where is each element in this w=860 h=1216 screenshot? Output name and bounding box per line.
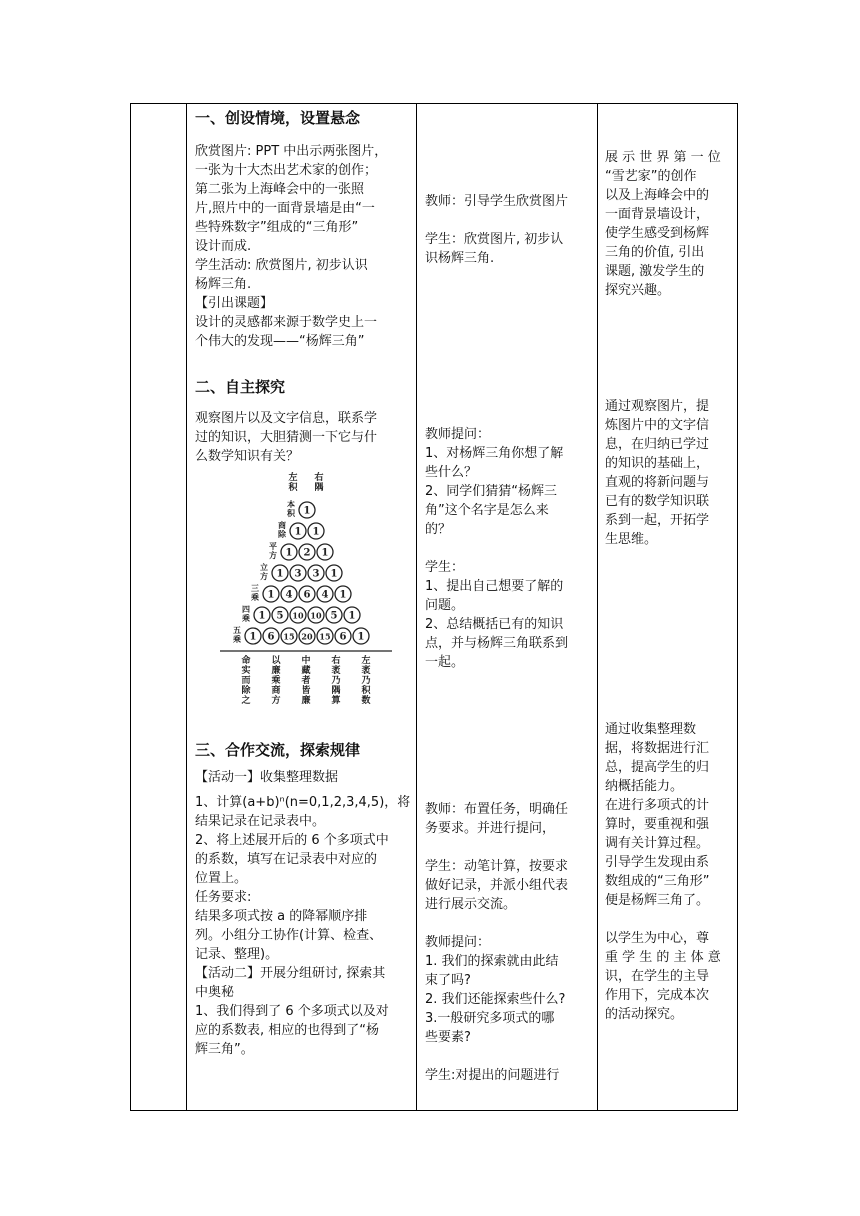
text-line: 观察图片以及文字信息，联系学 — [195, 411, 378, 426]
triangle-number: 3 — [294, 568, 302, 580]
svg-text:隅: 隅 — [331, 686, 341, 696]
triangle-bottom-column — [361, 654, 371, 706]
text-line: 通过观察图片，提 — [605, 399, 710, 414]
triangle-number: 10 — [292, 610, 304, 621]
text-line: 学生活动: 欣赏图片, 初步认识 — [195, 258, 368, 273]
triangle-number: 1 — [357, 631, 365, 643]
text-line: 息，在归纳已学过 — [605, 437, 710, 452]
text-line: 算时，要重视和强 — [605, 817, 710, 832]
triangle-number: 2 — [303, 547, 311, 559]
triangle-number: 3 — [312, 568, 320, 580]
text-line: 3.一般研究多项式的哪 — [425, 1011, 555, 1026]
svg-text:商: 商 — [271, 686, 281, 696]
svg-text:袤: 袤 — [361, 666, 371, 676]
text-line: 引导学生发现由系 — [605, 855, 710, 870]
text-line: 的知识的基础上， — [605, 456, 710, 471]
svg-text:左: 左 — [288, 473, 298, 483]
text-line: 【活动一】收集整理数据 — [195, 770, 339, 785]
table-divider-1 — [186, 103, 187, 1111]
text-line: 展 示 世 界 第 一 位 — [605, 150, 721, 165]
text-line: 在进行多项式的计 — [605, 798, 710, 813]
table-border-top — [130, 103, 738, 104]
text-line: 1、对杨辉三角你想了解 — [425, 446, 564, 461]
section-heading-1: 一、创设情境，设置悬念 — [195, 109, 361, 127]
text-line: 直观的将新问题与 — [605, 475, 710, 490]
text-line: 一张为十大杰出艺术家的创作； — [195, 163, 378, 178]
triangle-bottom-column — [271, 655, 281, 706]
table-divider-2 — [416, 103, 417, 1111]
text-line: 以及上海峰会中的 — [605, 188, 710, 203]
text-line: 角”这个名字是怎么来 — [425, 503, 549, 518]
activity-section-3 — [425, 800, 593, 1085]
activity-section-1 — [425, 192, 593, 268]
text-line: 教师提问： — [425, 427, 491, 442]
text-line: 课题, 激发学生的 — [605, 264, 705, 279]
svg-text:算: 算 — [331, 696, 341, 706]
triangle-row-label — [269, 541, 277, 560]
text-line: 重 学 生 的 主 体 意 — [605, 950, 721, 965]
text-line: 记录、整理)。 — [195, 947, 279, 962]
text-line: 1. 我们的探索就由此结 — [425, 954, 559, 969]
triangle-bottom-column — [331, 654, 340, 706]
triangle-number: 1 — [276, 568, 284, 580]
triangle-number: 20 — [301, 631, 313, 642]
text-line: 作用下，完成本次 — [605, 988, 710, 1003]
svg-text:廉: 廉 — [271, 666, 281, 676]
triangle-row-label — [260, 562, 268, 581]
text-line: 的？ — [425, 522, 452, 537]
text-line: 便是杨辉三角了。 — [605, 893, 710, 908]
triangle-number: 1 — [249, 631, 257, 643]
svg-text:方: 方 — [269, 550, 277, 560]
text-line: 2. 我们还能探索些什么? — [425, 992, 566, 1007]
text-line: 么数学知识有关？ — [195, 449, 300, 464]
svg-text:立: 立 — [260, 562, 268, 572]
svg-text:积: 积 — [287, 508, 295, 518]
triangle-number: 1 — [330, 568, 338, 580]
text-line: 通过收集整理数 — [605, 722, 697, 737]
intent-section-3 — [605, 720, 733, 1024]
text-line: 务要求。并进行提问， — [425, 821, 556, 836]
text-line: 过的知识，大胆猜测一下它与什 — [195, 430, 378, 445]
svg-text:除: 除 — [278, 529, 286, 539]
triangle-number: 6 — [303, 589, 311, 601]
svg-text:右: 右 — [314, 473, 324, 483]
text-line: 教师：布置任务，明确任 — [425, 802, 569, 817]
text-line: 些特殊数字”组成的“三角形” — [195, 220, 359, 235]
activity-section-2 — [425, 425, 593, 672]
svg-text:袤: 袤 — [331, 666, 341, 676]
triangle-row-label — [242, 604, 250, 623]
text-line: 应的系数表, 相应的也得到了“杨 — [195, 1023, 379, 1038]
text-line: 任务要求: — [195, 890, 252, 905]
triangle-number: 15 — [283, 631, 295, 642]
text-line: 生思维。 — [605, 532, 658, 547]
text-line: 2、将上述展开后的 6 个多项式中 — [195, 833, 389, 848]
svg-text:方: 方 — [260, 571, 268, 581]
text-line: 数组成的“三角形” — [605, 874, 710, 889]
table-border-bottom — [130, 1110, 738, 1111]
text-line: “雪艺家”的创作 — [605, 169, 697, 184]
text-line: 使学生感受到杨辉 — [605, 226, 710, 241]
text-line: 识，在学生的主导 — [605, 969, 710, 984]
svg-text:四: 四 — [242, 604, 250, 614]
text-line: 学生:对提出的问题进行 — [425, 1068, 560, 1083]
svg-text:右: 右 — [331, 656, 341, 666]
yanghui-triangle-figure — [212, 470, 397, 708]
text-line: 2、总结概括已有的知识 — [425, 617, 564, 632]
svg-text:积: 积 — [361, 686, 371, 696]
text-line: 的系数，填写在记录表中对应的 — [195, 852, 378, 867]
svg-text:者: 者 — [301, 676, 311, 686]
text-line: 炼图片中的文字信 — [605, 418, 710, 433]
triangle-number: 5 — [330, 610, 338, 622]
text-line: 设计的灵感都来源于数学史上一 — [195, 315, 378, 330]
section-heading-2: 二、自主探究 — [195, 378, 286, 396]
svg-text:数: 数 — [361, 696, 371, 706]
text-line: 探究兴趣。 — [605, 283, 671, 298]
svg-text:左: 左 — [361, 656, 371, 666]
svg-text:本: 本 — [287, 499, 295, 509]
svg-text:商: 商 — [278, 520, 286, 530]
text-line: 以学生为中心，尊 — [605, 931, 710, 946]
text-line: 学生：动笔计算，按要求 — [425, 859, 569, 874]
svg-text:乘: 乘 — [271, 676, 281, 686]
triangle-number: 1 — [312, 526, 320, 538]
triangle-top-label-right — [314, 471, 323, 493]
text-line: 欣赏图片: PPT 中出示两张图片， — [195, 144, 388, 159]
svg-text:平: 平 — [269, 541, 277, 551]
svg-text:中: 中 — [301, 656, 311, 666]
text-line: 教师：引导学生欣赏图片 — [425, 194, 569, 209]
text-line: 点，并与杨辉三角联系到 — [425, 636, 569, 651]
svg-text:命: 命 — [241, 656, 251, 666]
text-line: 位置上。 — [195, 871, 248, 886]
text-line: 据，将数据进行汇 — [605, 741, 710, 756]
intent-section-1 — [605, 148, 733, 300]
text-line: 调有关计算过程。 — [605, 836, 710, 851]
svg-text:以: 以 — [271, 656, 281, 666]
text-line: 识杨辉三角. — [425, 251, 495, 266]
text-line: 一起。 — [425, 655, 465, 670]
triangle-number: 1 — [267, 589, 275, 601]
svg-text:方: 方 — [271, 696, 281, 706]
triangle-number: 1 — [303, 505, 311, 517]
triangle-number: 1 — [339, 589, 347, 601]
triangle-number: 1 — [294, 526, 302, 538]
text-line: 的活动探究。 — [605, 1007, 684, 1022]
table-border-left — [130, 103, 131, 1111]
svg-text:除: 除 — [241, 686, 251, 696]
text-line: 第二张为上海峰会中的一张照 — [195, 182, 365, 197]
text-line: 列。小组分工协作(计算、检查、 — [195, 928, 383, 943]
text-line: 总，提高学生的归 — [605, 760, 710, 775]
text-line: 些什么？ — [425, 465, 478, 480]
text-line: 问题。 — [425, 598, 465, 613]
content-section-1 — [195, 108, 413, 351]
table-border-right — [737, 103, 738, 1111]
text-line: 学生：欣赏图片, 初步认 — [425, 232, 564, 247]
svg-text:三: 三 — [251, 583, 259, 593]
text-line: 做好记录，并派小组代表 — [425, 878, 569, 893]
text-line: 个伟大的发现——“杨辉三角” — [195, 334, 365, 349]
svg-text:隅: 隅 — [314, 483, 324, 493]
text-line: 进行展示交流。 — [425, 897, 517, 912]
triangle-row-label — [287, 499, 296, 518]
svg-text:皆: 皆 — [301, 686, 311, 696]
text-line: 一面背景墙设计， — [605, 207, 710, 222]
text-line: 中奥秘 — [195, 985, 235, 1000]
text-line: 2、同学们猜猜“杨辉三 — [425, 484, 558, 499]
text-line: 纳概括能力。 — [605, 779, 684, 794]
text-line: 三角的价值, 引出 — [605, 245, 705, 260]
triangle-number: 15 — [319, 631, 331, 642]
text-line: 杨辉三角. — [195, 277, 252, 292]
text-line: 学生： — [425, 560, 465, 575]
text-line: 片,照片中的一面背景墙是由“一 — [195, 201, 375, 216]
svg-text:实: 实 — [241, 666, 251, 676]
svg-text:乃: 乃 — [361, 676, 371, 686]
text-line: 1、计算(a+b)ⁿ(n=0,1,2,3,4,5)，将 — [195, 795, 411, 810]
triangle-top-label-left — [288, 471, 298, 493]
text-line: 辉三角”。 — [195, 1042, 254, 1057]
triangle-bottom-column — [240, 654, 251, 706]
text-line: 1、提出自己想要了解的 — [425, 579, 564, 594]
text-line: 1、我们得到了 6 个多项式以及对 — [195, 1004, 389, 1019]
triangle-number: 4 — [285, 589, 293, 601]
text-line: 结果多项式按 a 的降幂顺序排 — [195, 909, 368, 924]
intent-section-2 — [605, 397, 733, 549]
triangle-bottom-column — [301, 654, 310, 706]
svg-text:积: 积 — [288, 483, 298, 493]
triangle-number: 1 — [285, 547, 293, 559]
text-line: 已有的数学知识联 — [605, 494, 710, 509]
svg-text:乃: 乃 — [331, 676, 341, 686]
svg-text:乘: 乘 — [251, 592, 259, 602]
text-line: 【引出课题】 — [195, 296, 274, 311]
section-heading-3: 三、合作交流，探索规律 — [195, 741, 361, 759]
triangle-number: 6 — [267, 631, 275, 643]
text-line: 结果记录在记录表中。 — [195, 814, 326, 829]
svg-text:而: 而 — [241, 676, 251, 686]
triangle-number: 5 — [276, 610, 284, 622]
text-line: 系到一起，开拓学 — [605, 513, 710, 528]
triangle-number: 6 — [339, 631, 347, 643]
svg-text:之: 之 — [241, 696, 251, 706]
svg-text:五: 五 — [233, 625, 241, 635]
svg-text:乘: 乘 — [233, 634, 241, 644]
content-section-3 — [195, 740, 413, 1059]
triangle-number: 4 — [321, 589, 329, 601]
text-line: 设计而成. — [195, 239, 252, 254]
triangle-number: 1 — [348, 610, 356, 622]
triangle-number: 10 — [310, 610, 322, 621]
triangle-number: 1 — [321, 547, 329, 559]
text-line: 教师提问： — [425, 935, 491, 950]
triangle-row-label — [233, 625, 241, 644]
svg-text:乘: 乘 — [242, 613, 250, 623]
triangle-number: 1 — [258, 610, 266, 622]
triangle-row-label — [251, 583, 259, 602]
text-line: 些要素? — [425, 1030, 471, 1045]
triangle-row-label — [278, 520, 287, 539]
text-line: 【活动二】开展分组研讨, 探索其 — [195, 966, 386, 981]
text-line: 束了吗? — [425, 973, 471, 988]
content-section-2 — [195, 377, 413, 466]
svg-text:廉: 廉 — [301, 696, 311, 706]
table-divider-3 — [597, 103, 598, 1111]
svg-text:藏: 藏 — [301, 666, 311, 676]
